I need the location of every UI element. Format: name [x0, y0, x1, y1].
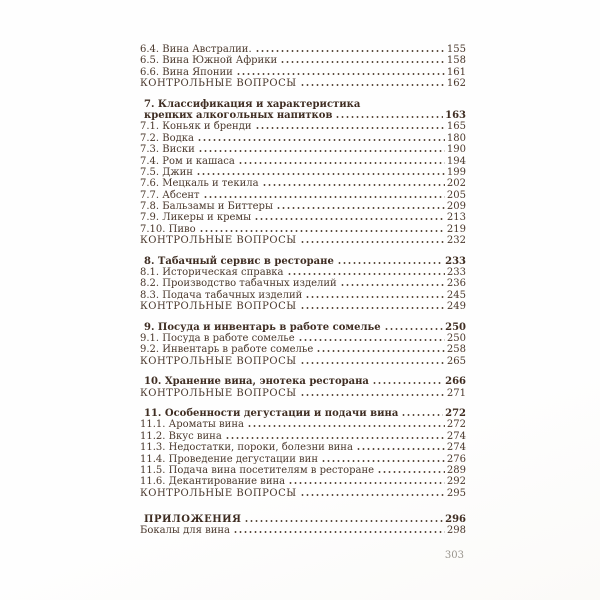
toc-page-number: 205: [446, 189, 466, 201]
dot-leader: [238, 162, 445, 164]
toc-page-number: 298: [446, 525, 466, 537]
toc-entry-label: 8.1. Историческая справка: [140, 267, 284, 279]
toc-entry-label: 7.10. Пиво: [140, 223, 196, 235]
toc-entry-label: КОНТРОЛЬНЫЕ ВОПРОСЫ: [140, 387, 297, 399]
toc-entry-row: [140, 190, 466, 201]
toc-entry-label: 7.1. Коньяк и бренди: [140, 121, 252, 133]
toc-page-number: 271: [446, 387, 466, 399]
toc-page-number: 272: [446, 419, 466, 431]
toc-page-number: 289: [446, 464, 466, 476]
toc-entry-row: [140, 388, 466, 399]
dot-leader: [356, 448, 445, 450]
dot-leader: [300, 494, 445, 496]
dot-leader: [287, 273, 445, 275]
dot-leader: [300, 84, 445, 86]
toc-page-number: 213: [446, 212, 466, 224]
toc-entry-row: [140, 488, 466, 499]
dot-leader: [384, 328, 443, 330]
toc-group: [140, 376, 466, 399]
toc-entry-row: [140, 133, 466, 144]
dot-leader: [377, 471, 445, 473]
dot-leader: [298, 339, 445, 341]
toc-entry-label: 9.2. Инвентарь в работе сомелье: [140, 344, 314, 356]
toc-entry-label: 7.5. Джин: [140, 166, 193, 178]
toc-chapter-row: [140, 514, 466, 525]
toc-entry-row: [140, 144, 466, 155]
toc-page-number: 190: [446, 144, 466, 156]
toc-entry-row: [140, 419, 466, 430]
dot-leader: [401, 414, 443, 416]
toc-entry-row: [140, 301, 466, 312]
toc-page-number: 295: [446, 487, 466, 499]
toc-entry-label: КОНТРОЛЬНЫЕ ВОПРОСЫ: [140, 355, 297, 367]
toc-entry-row: [140, 431, 466, 442]
dot-leader: [255, 50, 445, 52]
toc-page-number: 272: [445, 407, 466, 419]
dot-leader: [244, 520, 443, 522]
toc-entry-label: КОНТРОЛЬНЫЕ ВОПРОСЫ: [140, 78, 297, 90]
toc-page-number: 202: [446, 178, 466, 190]
toc-entry-label: 9. Посуда и инвентарь в работе сомелье: [144, 321, 381, 333]
dot-leader: [276, 207, 445, 209]
toc-entry-label: 7.3. Виски: [140, 144, 195, 156]
toc-entry-row: [140, 212, 466, 223]
toc-page-number: 276: [446, 453, 466, 465]
toc-entry-label: 6.5. Вина Южной Африки: [140, 55, 278, 67]
toc-page-number: 194: [446, 155, 466, 167]
toc-chapter-row: [140, 376, 466, 387]
toc-entry-row: [140, 442, 466, 453]
toc-chapter-row: [140, 408, 466, 419]
toc-entry-row: [140, 67, 466, 78]
toc-entry-row: [140, 356, 466, 367]
toc-page-number: 250: [445, 321, 466, 333]
toc-entry-label: 7.9. Ликеры и кремы: [140, 212, 252, 224]
toc-group: [140, 322, 466, 368]
toc-page-number: 292: [446, 476, 466, 488]
dot-leader: [372, 382, 443, 384]
dot-leader: [280, 61, 445, 63]
toc-entry-row: [140, 465, 466, 476]
toc-entry-label: 9.1. Посуда в работе сомелье: [140, 332, 295, 344]
toc-page-number: 274: [446, 430, 466, 442]
toc-page-number: 249: [446, 301, 466, 313]
toc-entry-row: [140, 235, 466, 246]
toc-page-number: 209: [446, 201, 466, 213]
toc-entry-label: 11.4. Проведение дегустации вин: [140, 453, 319, 465]
dot-leader: [233, 531, 445, 533]
dot-leader: [300, 362, 445, 364]
toc-entry-label: 6.4. Вина Австралии.: [140, 44, 252, 55]
toc-page-number: 265: [446, 355, 466, 367]
toc-group: [140, 44, 466, 90]
toc-page-number: 233: [446, 267, 466, 279]
toc-entry-label: 7. Классификация и характеристика: [144, 98, 361, 110]
toc-group: [140, 514, 466, 537]
dot-leader: [321, 460, 445, 462]
dot-leader: [300, 307, 445, 309]
toc-entry-label: 6.6. Вина Японии: [140, 66, 233, 78]
toc-entry-label: 11.1. Ароматы вина: [140, 419, 244, 431]
toc-group: [140, 408, 466, 499]
toc-page-number: 155: [446, 44, 466, 55]
toc-entry-label: КОНТРОЛЬНЫЕ ВОПРОСЫ: [140, 235, 297, 247]
dot-leader: [198, 150, 445, 152]
dot-leader: [340, 284, 445, 286]
toc-entry-label: ПРИЛОЖЕНИЯ: [144, 514, 242, 526]
toc-page-number: 233: [445, 255, 466, 267]
toc-entry-label: 11.2. Вкус вина: [140, 430, 222, 442]
toc-entry-row: [140, 178, 466, 189]
toc-entry-label: 11. Особенности дегустации и подачи вина: [144, 407, 399, 419]
toc-entry-label: 7.2. Водка: [140, 132, 194, 144]
toc-entry-label: КОНТРОЛЬНЫЕ ВОПРОСЫ: [140, 301, 297, 313]
dot-leader: [203, 196, 445, 198]
toc-page-number: 219: [446, 223, 466, 235]
toc-page-number: 163: [445, 109, 466, 121]
dot-leader: [300, 394, 445, 396]
toc-entry-label: 11.6. Декантирование вина: [140, 476, 286, 488]
toc-entry-row: [140, 278, 466, 289]
dot-leader: [197, 139, 445, 141]
toc-entry-row: [140, 224, 466, 235]
dot-leader: [262, 184, 445, 186]
toc-entry-label: 7.7. Абсент: [140, 189, 200, 201]
table-of-contents: [140, 44, 466, 537]
dot-leader: [288, 482, 445, 484]
toc-entry-row: [140, 201, 466, 212]
toc-page-number: 236: [446, 278, 466, 290]
toc-page-number: 258: [446, 344, 466, 356]
dot-leader: [305, 296, 445, 298]
toc-entry-row: [140, 290, 466, 301]
toc-entry-label: 11.3. Недостатки, пороки, болезни вина: [140, 442, 353, 454]
toc-entry-label: 8.2. Производство табачных изделий: [140, 278, 337, 290]
toc-entry-label: Бокалы для вина: [140, 525, 230, 537]
toc-page-number: 158: [446, 55, 466, 67]
toc-entry-label: 10. Хранение вина, энотека ресторана: [144, 376, 369, 388]
toc-page-number: 199: [446, 166, 466, 178]
toc-chapter-row: [140, 99, 466, 110]
toc-entry-label: 11.5. Подача вина посетителям в ресторане: [140, 464, 375, 476]
dot-leader: [196, 173, 445, 175]
toc-entry-row: [140, 44, 466, 55]
toc-entry-row: [140, 167, 466, 178]
toc-page-number: 266: [445, 376, 466, 388]
toc-entry-label: КОНТРОЛЬНЫЕ ВОПРОСЫ: [140, 487, 297, 499]
dot-leader: [236, 73, 445, 75]
toc-entry-row: [140, 55, 466, 66]
toc-entry-row: [140, 344, 466, 355]
toc-page-number: 161: [446, 66, 466, 78]
toc-entry-label: 7.8. Бальзамы и Биттеры: [140, 201, 273, 213]
toc-page-number: 296: [445, 514, 466, 526]
toc-group: [140, 256, 466, 313]
toc-entry-label: крепких алкогольных напитков: [144, 109, 333, 121]
toc-chapter-row: [140, 322, 466, 333]
toc-page-number: 274: [446, 442, 466, 454]
toc-entry-row: [140, 525, 466, 536]
page-number-footer: 303: [444, 550, 464, 561]
toc-page-number: 165: [446, 121, 466, 133]
toc-page-number: 162: [446, 78, 466, 90]
toc-entry-row: [140, 476, 466, 487]
dot-leader: [335, 116, 443, 118]
toc-entry-row: [140, 267, 466, 278]
dot-leader: [316, 350, 445, 352]
dot-leader: [337, 262, 443, 264]
dot-leader: [254, 218, 445, 220]
toc-entry-label: 8.3. Подача табачных изделий: [140, 289, 303, 301]
toc-chapter-row: [140, 256, 466, 267]
toc-entry-label: 7.6. Мецкаль и текила: [140, 178, 259, 190]
toc-group: [140, 99, 466, 247]
toc-page-number: 245: [446, 289, 466, 301]
dot-leader: [247, 425, 445, 427]
dot-leader: [225, 437, 445, 439]
toc-page-number: 232: [446, 235, 466, 247]
toc-entry-row: [140, 156, 466, 167]
toc-entry-label: 7.4. Ром и кашаса: [140, 155, 235, 167]
toc-chapter-row: [140, 110, 466, 121]
toc-page-number: 180: [446, 132, 466, 144]
toc-page-number: 250: [446, 332, 466, 344]
toc-entry-row: [140, 78, 466, 89]
toc-entry-row: [140, 333, 466, 344]
toc-entry-row: [140, 454, 466, 465]
dot-leader: [255, 127, 445, 129]
dot-leader: [199, 230, 445, 232]
toc-entry-label: 8. Табачный сервис в ресторане: [144, 255, 334, 267]
toc-entry-row: [140, 121, 466, 132]
dot-leader: [300, 241, 445, 243]
